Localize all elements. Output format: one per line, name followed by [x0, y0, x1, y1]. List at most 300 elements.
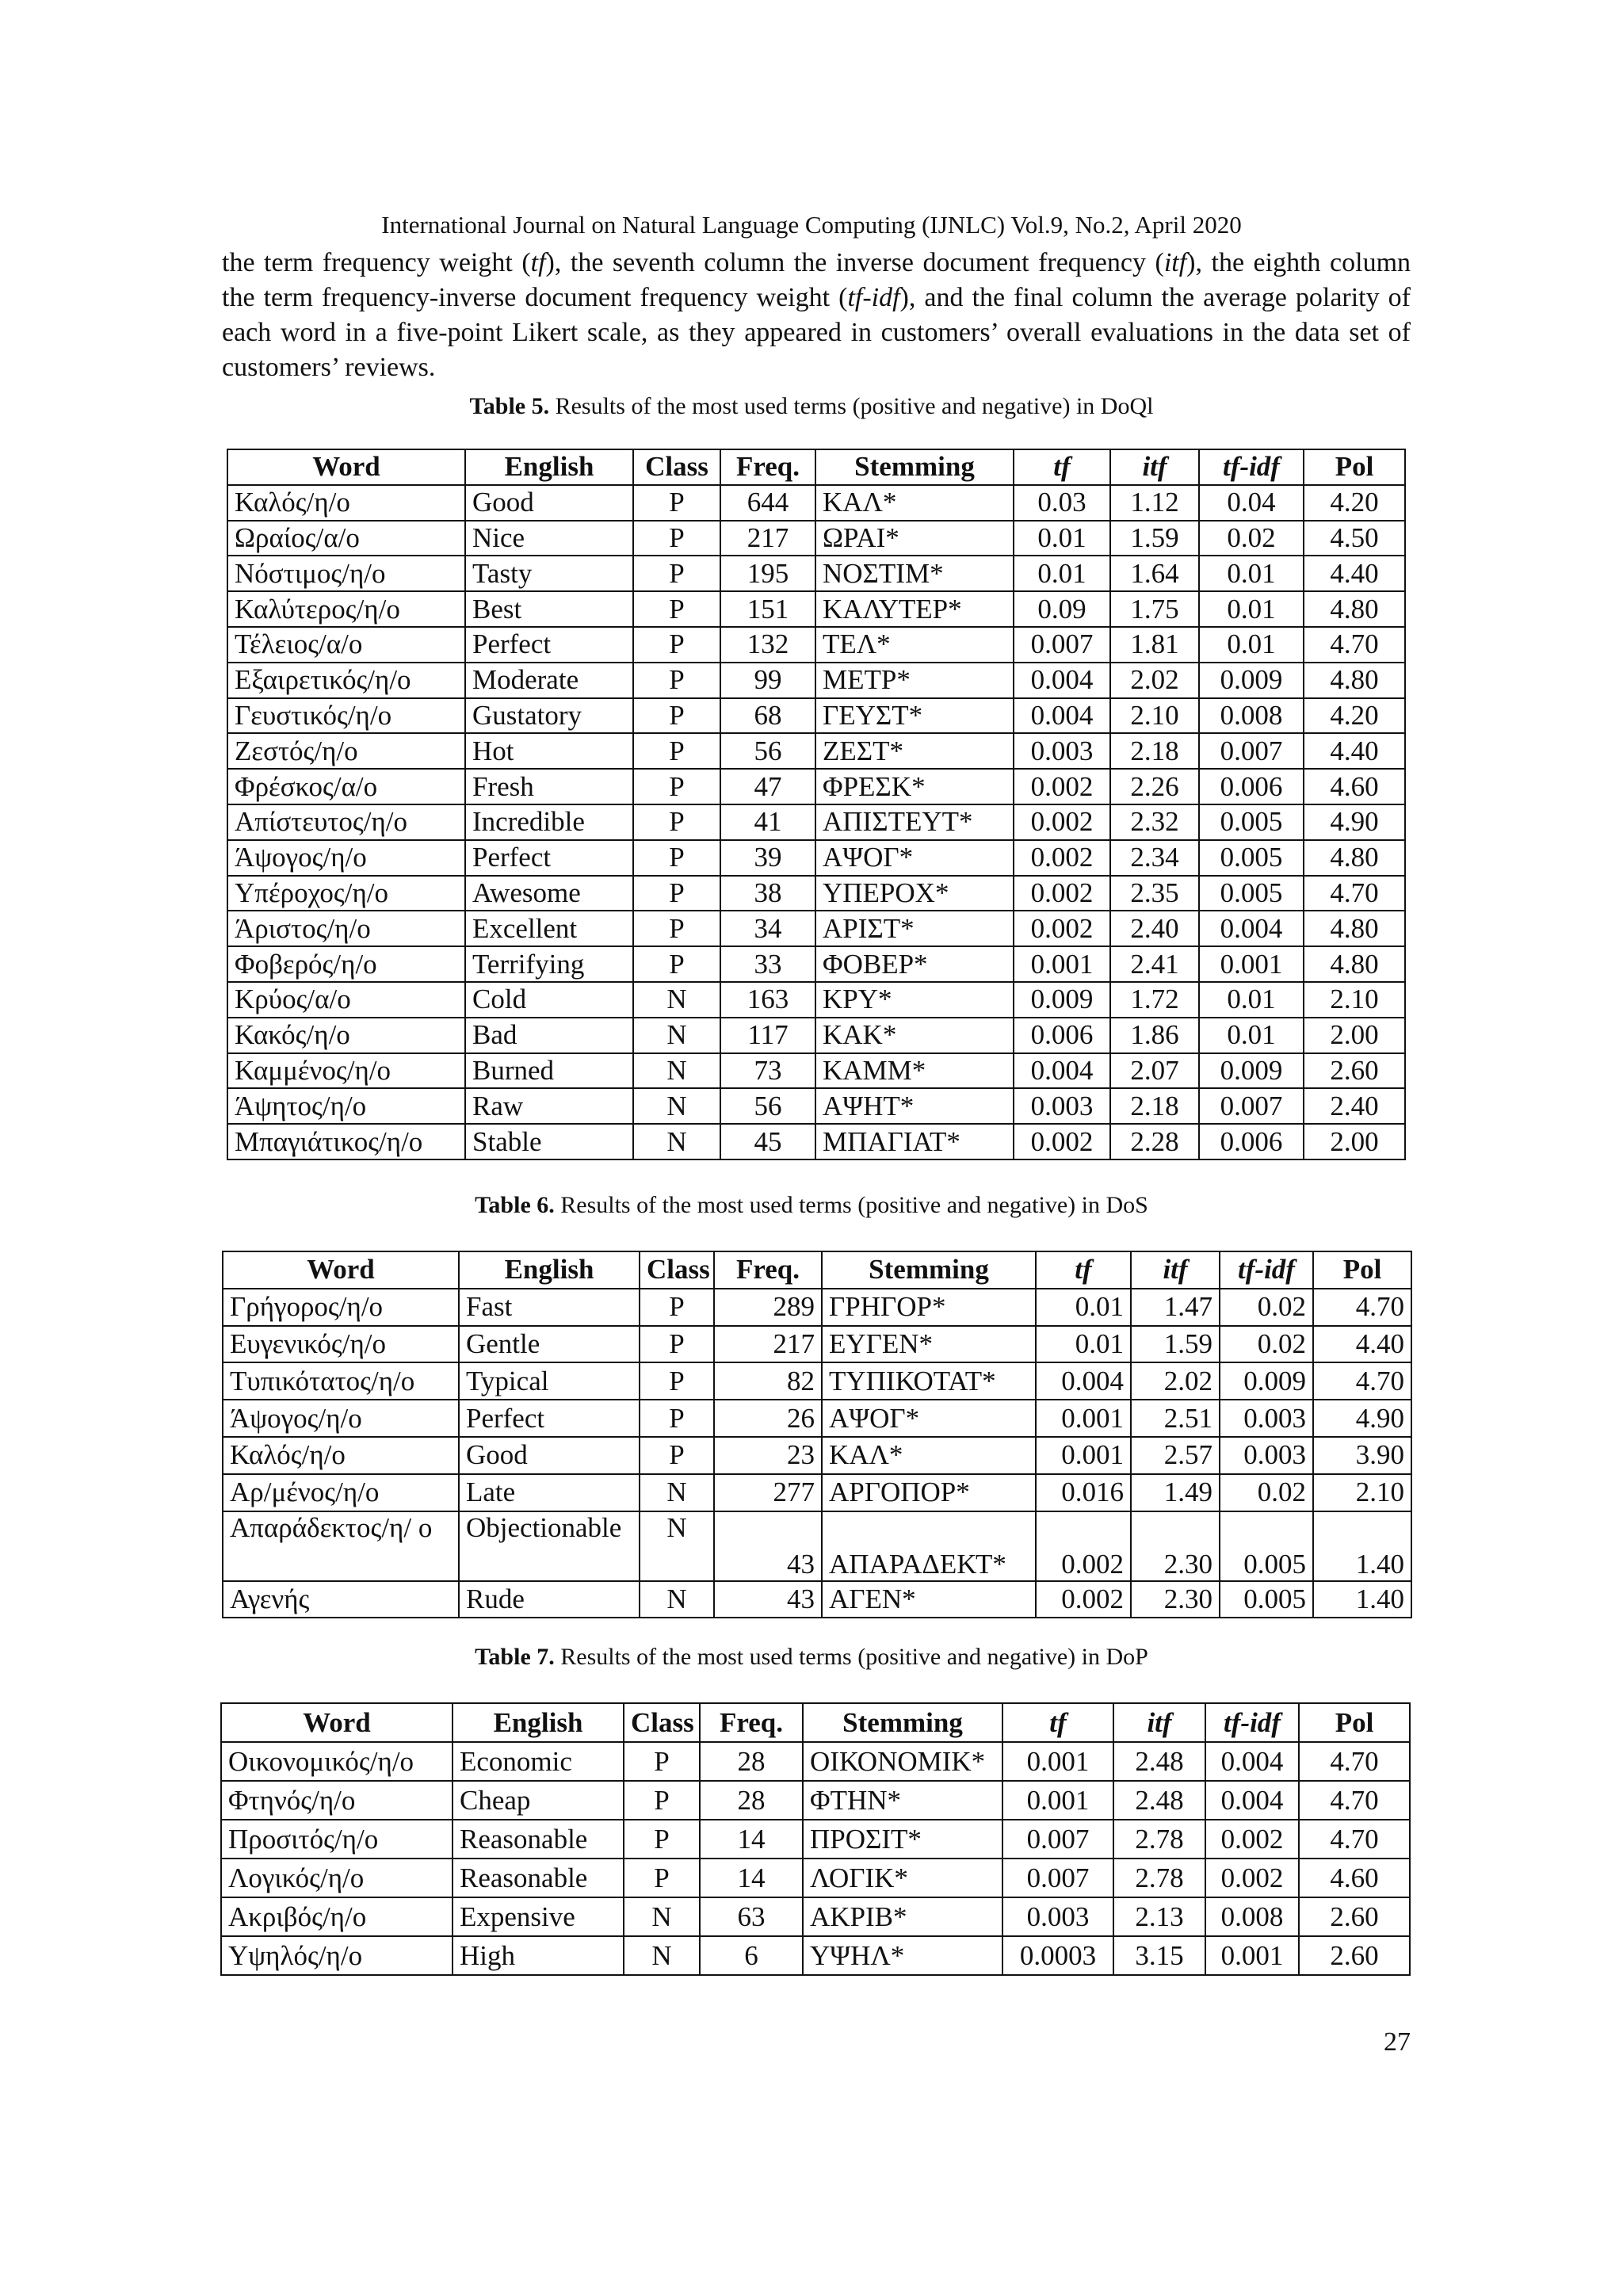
column-header-pol: Pol	[1313, 1251, 1411, 1289]
cell-freq: 151	[720, 591, 815, 627]
cell-freq: 117	[720, 1018, 815, 1053]
cell-pol: 4.70	[1299, 1820, 1410, 1859]
cell-english: Gentle	[459, 1326, 640, 1363]
cell-freq: 43	[714, 1581, 822, 1618]
cell-stemming: ΑΡΓΟΠΟΡ*	[822, 1474, 1036, 1511]
cell-tf: 0.01	[1036, 1326, 1131, 1363]
table-row	[221, 1781, 1410, 1820]
cell-word: Κρύος/α/ο	[227, 982, 465, 1018]
cell-pol: 4.70	[1313, 1289, 1411, 1326]
table-row	[223, 1289, 1411, 1326]
cell-class: P	[633, 556, 720, 591]
cell-english: Excellent	[465, 911, 633, 946]
cell-stemming: ΜΠΑΓΙΑΤ*	[815, 1124, 1014, 1159]
cell-class: N	[633, 1018, 720, 1053]
cell-english: Hot	[465, 733, 633, 769]
table-row	[223, 1437, 1411, 1474]
cell-english: Perfect	[465, 840, 633, 876]
cell-itf: 2.18	[1110, 733, 1199, 769]
cell-stemming: ΑΨΟΓ*	[815, 840, 1014, 876]
cell-english: Fast	[459, 1289, 640, 1326]
cell-itf: 2.18	[1110, 1088, 1199, 1124]
cell-itf: 2.78	[1113, 1820, 1205, 1859]
cell-tf-idf: 0.009	[1220, 1362, 1313, 1400]
cell-class: P	[640, 1362, 714, 1400]
column-header-english: English	[453, 1703, 624, 1742]
cell-stemming: ΤΕΛ*	[815, 627, 1014, 663]
table-row	[227, 946, 1405, 982]
cell-stemming: ΕΥΓΕΝ*	[822, 1326, 1036, 1363]
cell-itf: 2.48	[1113, 1781, 1205, 1820]
cell-itf: 2.51	[1131, 1400, 1220, 1437]
cell-pol: 4.90	[1313, 1400, 1411, 1437]
cell-word: Προσιτός/η/ο	[221, 1820, 453, 1859]
intro-paragraph: the term frequency weight (tf), the seventh column the inverse document frequency (itf), the eighth column the term frequency-inverse document frequency weight (tf-idf), and the final column the average polarity of each word in a five-point Likert scale, as they appeared in customers’ overall evaluations in the data set of customers’ reviews.	[222, 248, 1411, 382]
cell-stemming: ΚΑΜΜ*	[815, 1053, 1014, 1089]
cell-pol: 4.70	[1299, 1781, 1410, 1820]
cell-tf-idf: 0.005	[1220, 1511, 1313, 1581]
cell-tf: 0.007	[1014, 627, 1110, 663]
cell-freq: 277	[714, 1474, 822, 1511]
cell-itf: 2.40	[1110, 911, 1199, 946]
cell-word: Άψητος/η/ο	[227, 1088, 465, 1124]
cell-itf: 2.41	[1110, 946, 1199, 982]
table-row	[227, 1018, 1405, 1053]
cell-tf: 0.002	[1014, 876, 1110, 911]
cell-stemming: ΚΑΛ*	[815, 485, 1014, 521]
cell-stemming: ΚΑΛΥΤΕΡ*	[815, 591, 1014, 627]
cell-tf: 0.01	[1036, 1289, 1131, 1326]
cell-tf-idf: 0.01	[1199, 556, 1304, 591]
cell-tf-idf: 0.01	[1199, 1018, 1304, 1053]
cell-tf-idf: 0.002	[1205, 1859, 1299, 1897]
cell-stemming: ΑΨΗΤ*	[815, 1088, 1014, 1124]
cell-class: P	[633, 521, 720, 556]
cell-class: P	[633, 911, 720, 946]
cell-itf: 1.59	[1110, 521, 1199, 556]
column-header-class: Class	[633, 449, 720, 485]
cell-tf-idf: 0.005	[1199, 804, 1304, 840]
cell-class: P	[633, 876, 720, 911]
cell-tf: 0.002	[1014, 911, 1110, 946]
cell-itf: 2.57	[1131, 1437, 1220, 1474]
column-header-stemming: Stemming	[822, 1251, 1036, 1289]
cell-freq: 14	[700, 1820, 803, 1859]
cell-english: Reasonable	[453, 1820, 624, 1859]
cell-tf-idf: 0.008	[1205, 1897, 1299, 1936]
table-row	[227, 591, 1405, 627]
table-row	[221, 1859, 1410, 1897]
cell-stemming: ΑΨΟΓ*	[822, 1400, 1036, 1437]
cell-english: Perfect	[465, 627, 633, 663]
table-row	[223, 1362, 1411, 1400]
cell-word: Γευστικός/η/ο	[227, 698, 465, 734]
cell-freq: 195	[720, 556, 815, 591]
cell-pol: 4.80	[1304, 840, 1405, 876]
cell-tf-idf: 0.005	[1199, 840, 1304, 876]
column-header-class: Class	[640, 1251, 714, 1289]
cell-class: N	[640, 1511, 714, 1581]
page-number: 27	[1384, 2027, 1411, 2057]
cell-tf-idf: 0.003	[1220, 1400, 1313, 1437]
column-header-freq: Freq.	[700, 1703, 803, 1742]
cell-freq: 43	[714, 1511, 822, 1581]
cell-tf: 0.001	[1014, 946, 1110, 982]
table-row	[227, 485, 1405, 521]
cell-tf-idf: 0.007	[1199, 1088, 1304, 1124]
column-header-word: Word	[227, 449, 465, 485]
cell-tf: 0.003	[1014, 1088, 1110, 1124]
cell-english: Tasty	[465, 556, 633, 591]
cell-english: Best	[465, 591, 633, 627]
cell-stemming: ΑΓΕΝ*	[822, 1581, 1036, 1618]
cell-pol: 4.60	[1299, 1859, 1410, 1897]
cell-tf: 0.001	[1002, 1781, 1113, 1820]
cell-pol: 4.40	[1304, 556, 1405, 591]
cell-pol: 4.40	[1313, 1326, 1411, 1363]
cell-pol: 4.20	[1304, 698, 1405, 734]
cell-stemming: ΤΥΠΙΚΟΤΑΤ*	[822, 1362, 1036, 1400]
cell-freq: 45	[720, 1124, 815, 1159]
table5-caption: Table 5. Results of the most used terms (positive and negative) in DoQl	[469, 393, 1154, 419]
column-header-itf: itf	[1110, 449, 1199, 485]
cell-english: Cold	[465, 982, 633, 1018]
table-row	[227, 982, 1405, 1018]
cell-english: Awesome	[465, 876, 633, 911]
cell-freq: 38	[720, 876, 815, 911]
table-row	[223, 1474, 1411, 1511]
cell-freq: 56	[720, 1088, 815, 1124]
cell-class: P	[633, 804, 720, 840]
cell-tf: 0.0003	[1002, 1936, 1113, 1975]
cell-word: Λογικός/η/ο	[221, 1859, 453, 1897]
cell-stemming: ΦΡΕΣΚ*	[815, 769, 1014, 804]
cell-freq: 28	[700, 1781, 803, 1820]
table6	[222, 1251, 1412, 1618]
cell-word: Αρ/μένος/η/ο	[223, 1474, 459, 1511]
column-header-itf: itf	[1131, 1251, 1220, 1289]
cell-freq: 28	[700, 1742, 803, 1781]
cell-word: Οικονομικός/η/ο	[221, 1742, 453, 1781]
cell-freq: 41	[720, 804, 815, 840]
cell-freq: 6	[700, 1936, 803, 1975]
cell-pol: 2.60	[1304, 1053, 1405, 1089]
cell-itf: 2.78	[1113, 1859, 1205, 1897]
cell-tf: 0.007	[1002, 1859, 1113, 1897]
cell-english: Raw	[465, 1088, 633, 1124]
cell-tf-idf: 0.004	[1205, 1742, 1299, 1781]
cell-class: P	[624, 1859, 700, 1897]
cell-itf: 1.86	[1110, 1018, 1199, 1053]
column-header-stemming: Stemming	[803, 1703, 1002, 1742]
table-row	[227, 1124, 1405, 1159]
column-header-itf: itf	[1113, 1703, 1205, 1742]
cell-class: P	[633, 946, 720, 982]
cell-stemming: ΚΑΛ*	[822, 1437, 1036, 1474]
cell-pol: 4.70	[1299, 1742, 1410, 1781]
cell-tf: 0.002	[1014, 840, 1110, 876]
cell-stemming: ΚΑΚ*	[815, 1018, 1014, 1053]
cell-itf: 1.75	[1110, 591, 1199, 627]
cell-tf: 0.003	[1002, 1897, 1113, 1936]
cell-english: Gustatory	[465, 698, 633, 734]
cell-freq: 73	[720, 1053, 815, 1089]
cell-tf: 0.009	[1014, 982, 1110, 1018]
cell-pol: 2.00	[1304, 1018, 1405, 1053]
table-row	[223, 1326, 1411, 1363]
cell-tf-idf: 0.02	[1220, 1289, 1313, 1326]
cell-freq: 289	[714, 1289, 822, 1326]
cell-class: P	[633, 485, 720, 521]
cell-pol: 4.70	[1313, 1362, 1411, 1400]
table7-body	[221, 1742, 1410, 1975]
cell-english: Good	[465, 485, 633, 521]
cell-tf-idf: 0.001	[1205, 1936, 1299, 1975]
cell-pol: 3.90	[1313, 1437, 1411, 1474]
table5-header-row	[227, 449, 1405, 485]
cell-word: Καλύτερος/η/ο	[227, 591, 465, 627]
cell-itf: 3.15	[1113, 1936, 1205, 1975]
cell-itf: 1.47	[1131, 1289, 1220, 1326]
cell-english: Expensive	[453, 1897, 624, 1936]
column-header-word: Word	[223, 1251, 459, 1289]
cell-word: Ευγενικός/η/ο	[223, 1326, 459, 1363]
cell-word: Τυπικότατος/η/ο	[223, 1362, 459, 1400]
table6-body	[223, 1289, 1411, 1618]
cell-class: P	[624, 1742, 700, 1781]
cell-freq: 68	[720, 698, 815, 734]
cell-class: P	[633, 769, 720, 804]
cell-tf: 0.003	[1014, 733, 1110, 769]
cell-tf: 0.004	[1014, 1053, 1110, 1089]
cell-freq: 63	[700, 1897, 803, 1936]
cell-stemming: ΓΡΗΓΟΡ*	[822, 1289, 1036, 1326]
table7	[220, 1702, 1411, 1976]
column-header-english: English	[465, 449, 633, 485]
cell-english: Nice	[465, 521, 633, 556]
cell-word: Υψηλός/η/ο	[221, 1936, 453, 1975]
cell-word: Φρέσκος/α/ο	[227, 769, 465, 804]
cell-word: Ζεστός/η/ο	[227, 733, 465, 769]
cell-class: P	[640, 1289, 714, 1326]
cell-itf: 2.30	[1131, 1511, 1220, 1581]
cell-stemming: ΚΡΥ*	[815, 982, 1014, 1018]
cell-itf: 2.48	[1113, 1742, 1205, 1781]
column-header-word: Word	[221, 1703, 453, 1742]
cell-class: P	[624, 1781, 700, 1820]
cell-pol: 4.80	[1304, 591, 1405, 627]
cell-class: N	[633, 1124, 720, 1159]
table7-caption: Table 7. Results of the most used terms (positive and negative) in DoP	[475, 1644, 1148, 1670]
cell-freq: 47	[720, 769, 815, 804]
cell-itf: 1.12	[1110, 485, 1199, 521]
cell-itf: 1.72	[1110, 982, 1199, 1018]
cell-english: High	[453, 1936, 624, 1975]
table7-header-row	[221, 1703, 1410, 1742]
cell-tf-idf: 0.01	[1199, 591, 1304, 627]
cell-tf: 0.004	[1014, 663, 1110, 698]
cell-word: Κακός/η/ο	[227, 1018, 465, 1053]
cell-class: N	[633, 982, 720, 1018]
cell-itf: 2.10	[1110, 698, 1199, 734]
cell-itf: 2.34	[1110, 840, 1199, 876]
cell-tf: 0.03	[1014, 485, 1110, 521]
cell-itf: 2.26	[1110, 769, 1199, 804]
cell-word: Υπέροχος/η/ο	[227, 876, 465, 911]
table-row	[227, 1088, 1405, 1124]
table-row	[223, 1400, 1411, 1437]
cell-tf-idf: 0.006	[1199, 1124, 1304, 1159]
cell-pol: 4.90	[1304, 804, 1405, 840]
cell-class: P	[624, 1820, 700, 1859]
cell-tf-idf: 0.006	[1199, 769, 1304, 804]
cell-word: Τέλειος/α/ο	[227, 627, 465, 663]
cell-word: Άψογος/η/ο	[223, 1400, 459, 1437]
cell-tf: 0.001	[1002, 1742, 1113, 1781]
cell-tf: 0.016	[1036, 1474, 1131, 1511]
column-header-pol: Pol	[1304, 449, 1405, 485]
cell-class: P	[640, 1400, 714, 1437]
table-row	[227, 663, 1405, 698]
cell-class: P	[640, 1326, 714, 1363]
cell-freq: 23	[714, 1437, 822, 1474]
table-row	[227, 698, 1405, 734]
cell-word: Άψογος/η/ο	[227, 840, 465, 876]
cell-stemming: ΥΠΕΡΟΧ*	[815, 876, 1014, 911]
cell-class: N	[640, 1581, 714, 1618]
cell-class: N	[640, 1474, 714, 1511]
table-row	[221, 1936, 1410, 1975]
cell-tf-idf: 0.02	[1220, 1474, 1313, 1511]
cell-itf: 2.13	[1113, 1897, 1205, 1936]
cell-english: Reasonable	[453, 1859, 624, 1897]
cell-word: Γρήγορος/η/ο	[223, 1289, 459, 1326]
cell-english: Good	[459, 1437, 640, 1474]
table-row	[227, 876, 1405, 911]
cell-itf: 2.02	[1110, 663, 1199, 698]
cell-freq: 39	[720, 840, 815, 876]
cell-english: Moderate	[465, 663, 633, 698]
column-header-pol: Pol	[1299, 1703, 1410, 1742]
cell-english: Terrifying	[465, 946, 633, 982]
cell-english: Late	[459, 1474, 640, 1511]
table-row	[223, 1511, 1411, 1581]
column-header-english: English	[459, 1251, 640, 1289]
table-row	[223, 1581, 1411, 1618]
cell-tf: 0.002	[1014, 769, 1110, 804]
table-row	[227, 627, 1405, 663]
cell-itf: 2.30	[1131, 1581, 1220, 1618]
cell-itf: 1.49	[1131, 1474, 1220, 1511]
cell-pol: 2.10	[1304, 982, 1405, 1018]
cell-pol: 4.60	[1304, 769, 1405, 804]
cell-freq: 33	[720, 946, 815, 982]
cell-pol: 2.40	[1304, 1088, 1405, 1124]
cell-class: P	[633, 627, 720, 663]
table6-caption: Table 6. Results of the most used terms (positive and negative) in DoS	[475, 1192, 1148, 1218]
cell-tf-idf: 0.002	[1205, 1820, 1299, 1859]
cell-stemming: ΛΟΓΙΚ*	[803, 1859, 1002, 1897]
cell-tf: 0.002	[1036, 1511, 1131, 1581]
column-header-class: Class	[624, 1703, 700, 1742]
table-row	[221, 1820, 1410, 1859]
cell-pol: 2.00	[1304, 1124, 1405, 1159]
column-header-freq: Freq.	[720, 449, 815, 485]
table5-body	[227, 485, 1405, 1159]
cell-pol: 4.20	[1304, 485, 1405, 521]
cell-freq: 14	[700, 1859, 803, 1897]
cell-english: Perfect	[459, 1400, 640, 1437]
table-row	[227, 556, 1405, 591]
cell-freq: 163	[720, 982, 815, 1018]
cell-word: Νόστιμος/η/ο	[227, 556, 465, 591]
cell-class: N	[624, 1897, 700, 1936]
cell-tf: 0.002	[1014, 804, 1110, 840]
cell-freq: 26	[714, 1400, 822, 1437]
table-row	[221, 1742, 1410, 1781]
cell-word: Καλός/η/ο	[227, 485, 465, 521]
cell-itf: 2.02	[1131, 1362, 1220, 1400]
cell-tf-idf: 0.02	[1220, 1326, 1313, 1363]
cell-tf: 0.01	[1014, 521, 1110, 556]
cell-freq: 56	[720, 733, 815, 769]
cell-stemming: ΓΕΥΣΤ*	[815, 698, 1014, 734]
cell-stemming: ΦΟΒΕΡ*	[815, 946, 1014, 982]
cell-tf: 0.007	[1002, 1820, 1113, 1859]
cell-stemming: ΑΚΡΙΒ*	[803, 1897, 1002, 1936]
cell-tf-idf: 0.02	[1199, 521, 1304, 556]
column-header-tf-idf: tf-idf	[1205, 1703, 1299, 1742]
cell-word: Φτηνός/η/ο	[221, 1781, 453, 1820]
cell-pol: 1.40	[1313, 1511, 1411, 1581]
cell-stemming: ΜΕΤΡ*	[815, 663, 1014, 698]
column-header-stemming: Stemming	[815, 449, 1014, 485]
column-header-tf-idf: tf-idf	[1199, 449, 1304, 485]
cell-tf-idf: 0.005	[1199, 876, 1304, 911]
cell-tf-idf: 0.008	[1199, 698, 1304, 734]
cell-tf-idf: 0.003	[1220, 1437, 1313, 1474]
column-header-tf: tf	[1014, 449, 1110, 485]
cell-english: Stable	[465, 1124, 633, 1159]
cell-pol: 2.10	[1313, 1474, 1411, 1511]
table-row	[221, 1897, 1410, 1936]
cell-pol: 4.40	[1304, 733, 1405, 769]
cell-word: Απίστευτος/η/ο	[227, 804, 465, 840]
cell-pol: 2.60	[1299, 1897, 1410, 1936]
cell-class: P	[633, 733, 720, 769]
table-row	[227, 733, 1405, 769]
table5	[227, 449, 1406, 1160]
cell-class: P	[640, 1437, 714, 1474]
cell-freq: 217	[714, 1326, 822, 1363]
table-row	[227, 1053, 1405, 1089]
cell-itf: 2.28	[1110, 1124, 1199, 1159]
cell-english: Bad	[465, 1018, 633, 1053]
cell-word: Φοβερός/η/ο	[227, 946, 465, 982]
cell-tf-idf: 0.009	[1199, 663, 1304, 698]
cell-class: N	[624, 1936, 700, 1975]
cell-freq: 82	[714, 1362, 822, 1400]
cell-tf-idf: 0.009	[1199, 1053, 1304, 1089]
cell-pol: 4.80	[1304, 911, 1405, 946]
cell-english: Economic	[453, 1742, 624, 1781]
cell-word: Ωραίος/α/ο	[227, 521, 465, 556]
cell-english: Incredible	[465, 804, 633, 840]
cell-tf-idf: 0.01	[1199, 982, 1304, 1018]
cell-stemming: ΥΨΗΛ*	[803, 1936, 1002, 1975]
cell-stemming: ΑΡΙΣΤ*	[815, 911, 1014, 946]
cell-tf-idf: 0.005	[1220, 1581, 1313, 1618]
